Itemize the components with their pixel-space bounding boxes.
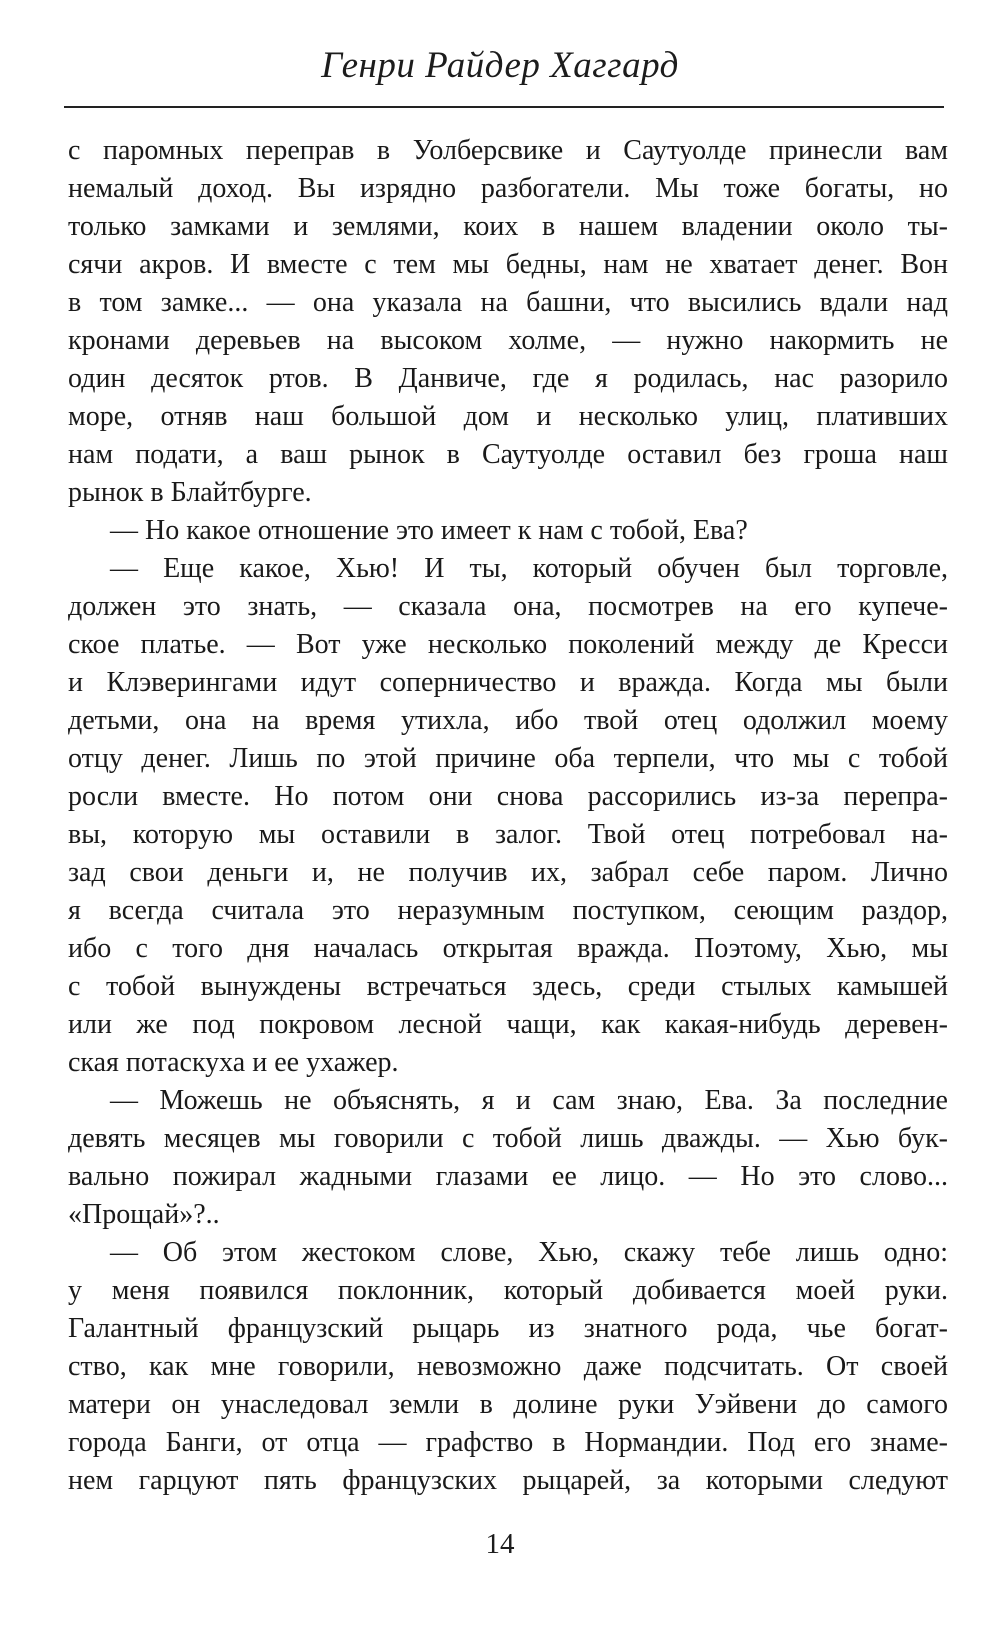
text-line: или же под покровом лесной чащи, как какая-нибудь деревен- (68, 1009, 948, 1040)
text-line: я всегда считала это неразумным поступком, сеющим раздор, (68, 895, 948, 926)
text-line: — Но какое отношение это имеет к нам с тобой, Ева? (110, 515, 748, 546)
page-number: 14 (485, 1528, 515, 1560)
text-line: ство, как мне говорили, невозможно даже подсчитать. От своей (68, 1351, 948, 1382)
text-line: города Банги, от отца — графство в Нормандии. Под его знаме- (68, 1427, 948, 1458)
text-line: отцу денег. Лишь по этой причине оба терпели, что мы с тобой (68, 743, 948, 774)
text-line: детьми, она на время утихла, ибо твой отец одолжил моему (68, 705, 948, 736)
text-line: — Еще какое, Хью! И ты, который обучен был торговле, (110, 553, 948, 584)
text-line: один десяток ртов. В Данвиче, где я родилась, нас разорило (68, 363, 948, 394)
text-line: ская потаскуха и ее ухажер. (68, 1047, 399, 1078)
text-line: зад свои деньги и, не получив их, забрал себе паром. Лично (68, 857, 948, 888)
text-line: в том замке... — она указала на башни, что высились вдали над (68, 287, 948, 318)
text-line: у меня появился поклонник, который добивается моей руки. (68, 1275, 948, 1306)
text-line: «Прощай»?.. (68, 1199, 220, 1230)
text-line: с тобой вынуждены встречаться здесь, среди стылых камышей (68, 971, 948, 1002)
text-line: должен это знать, — сказала она, посмотрев на его купече- (68, 591, 948, 622)
text-line: море, отняв наш большой дом и несколько улиц, плативших (68, 401, 948, 432)
text-line: вы, которую мы оставили в залог. Твой отец потребовал на- (68, 819, 948, 850)
text-line: матери он унаследовал земли в долине руки Уэйвени до самого (68, 1389, 948, 1420)
text-line: нем гарцуют пять французских рыцарей, за которыми следуют (68, 1465, 948, 1496)
text-line: кронами деревьев на высоком холме, — нужно накормить не (68, 325, 948, 356)
text-line: росли вместе. Но потом они снова рассорились из-за перепра- (68, 781, 948, 812)
header-rule (64, 106, 944, 108)
text-line: немалый доход. Вы изрядно разбогатели. Мы тоже богаты, но (68, 173, 948, 204)
text-line: и Клэверингами идут соперничество и вражда. Когда мы были (68, 667, 948, 698)
text-line: с паромных переправ в Уолберсвике и Саутуолде принесли вам (68, 135, 948, 166)
text-line: вально пожирал жадными глазами ее лицо. — Но это слово... (68, 1161, 948, 1192)
text-line: нам подати, а ваш рынок в Саутуолде оставил без гроша наш (68, 439, 948, 470)
text-line: рынок в Блайтбурге. (68, 477, 312, 508)
body-text (68, 132, 948, 1500)
text-line: — Можешь не объяснять, я и сам знаю, Ева. За последние (110, 1085, 948, 1116)
running-head-title: Генри Райдер Хаггард (321, 45, 679, 86)
text-line: девять месяцев мы говорили с тобой лишь дважды. — Хью бук- (68, 1123, 948, 1154)
text-line: только замками и землями, коих в нашем владении около ты- (68, 211, 948, 242)
text-line: — Об этом жестоком слове, Хью, скажу тебе лишь одно: (110, 1237, 948, 1268)
text-line: ское платье. — Вот уже несколько поколений между де Кресси (68, 629, 948, 660)
text-line: сячи акров. И вместе с тем мы бедны, нам не хватает денег. Вон (68, 249, 948, 280)
text-line: ибо с того дня началась открытая вражда. Поэтому, Хью, мы (68, 933, 948, 964)
text-line: Галантный французский рыцарь из знатного рода, чье богат- (68, 1313, 948, 1344)
